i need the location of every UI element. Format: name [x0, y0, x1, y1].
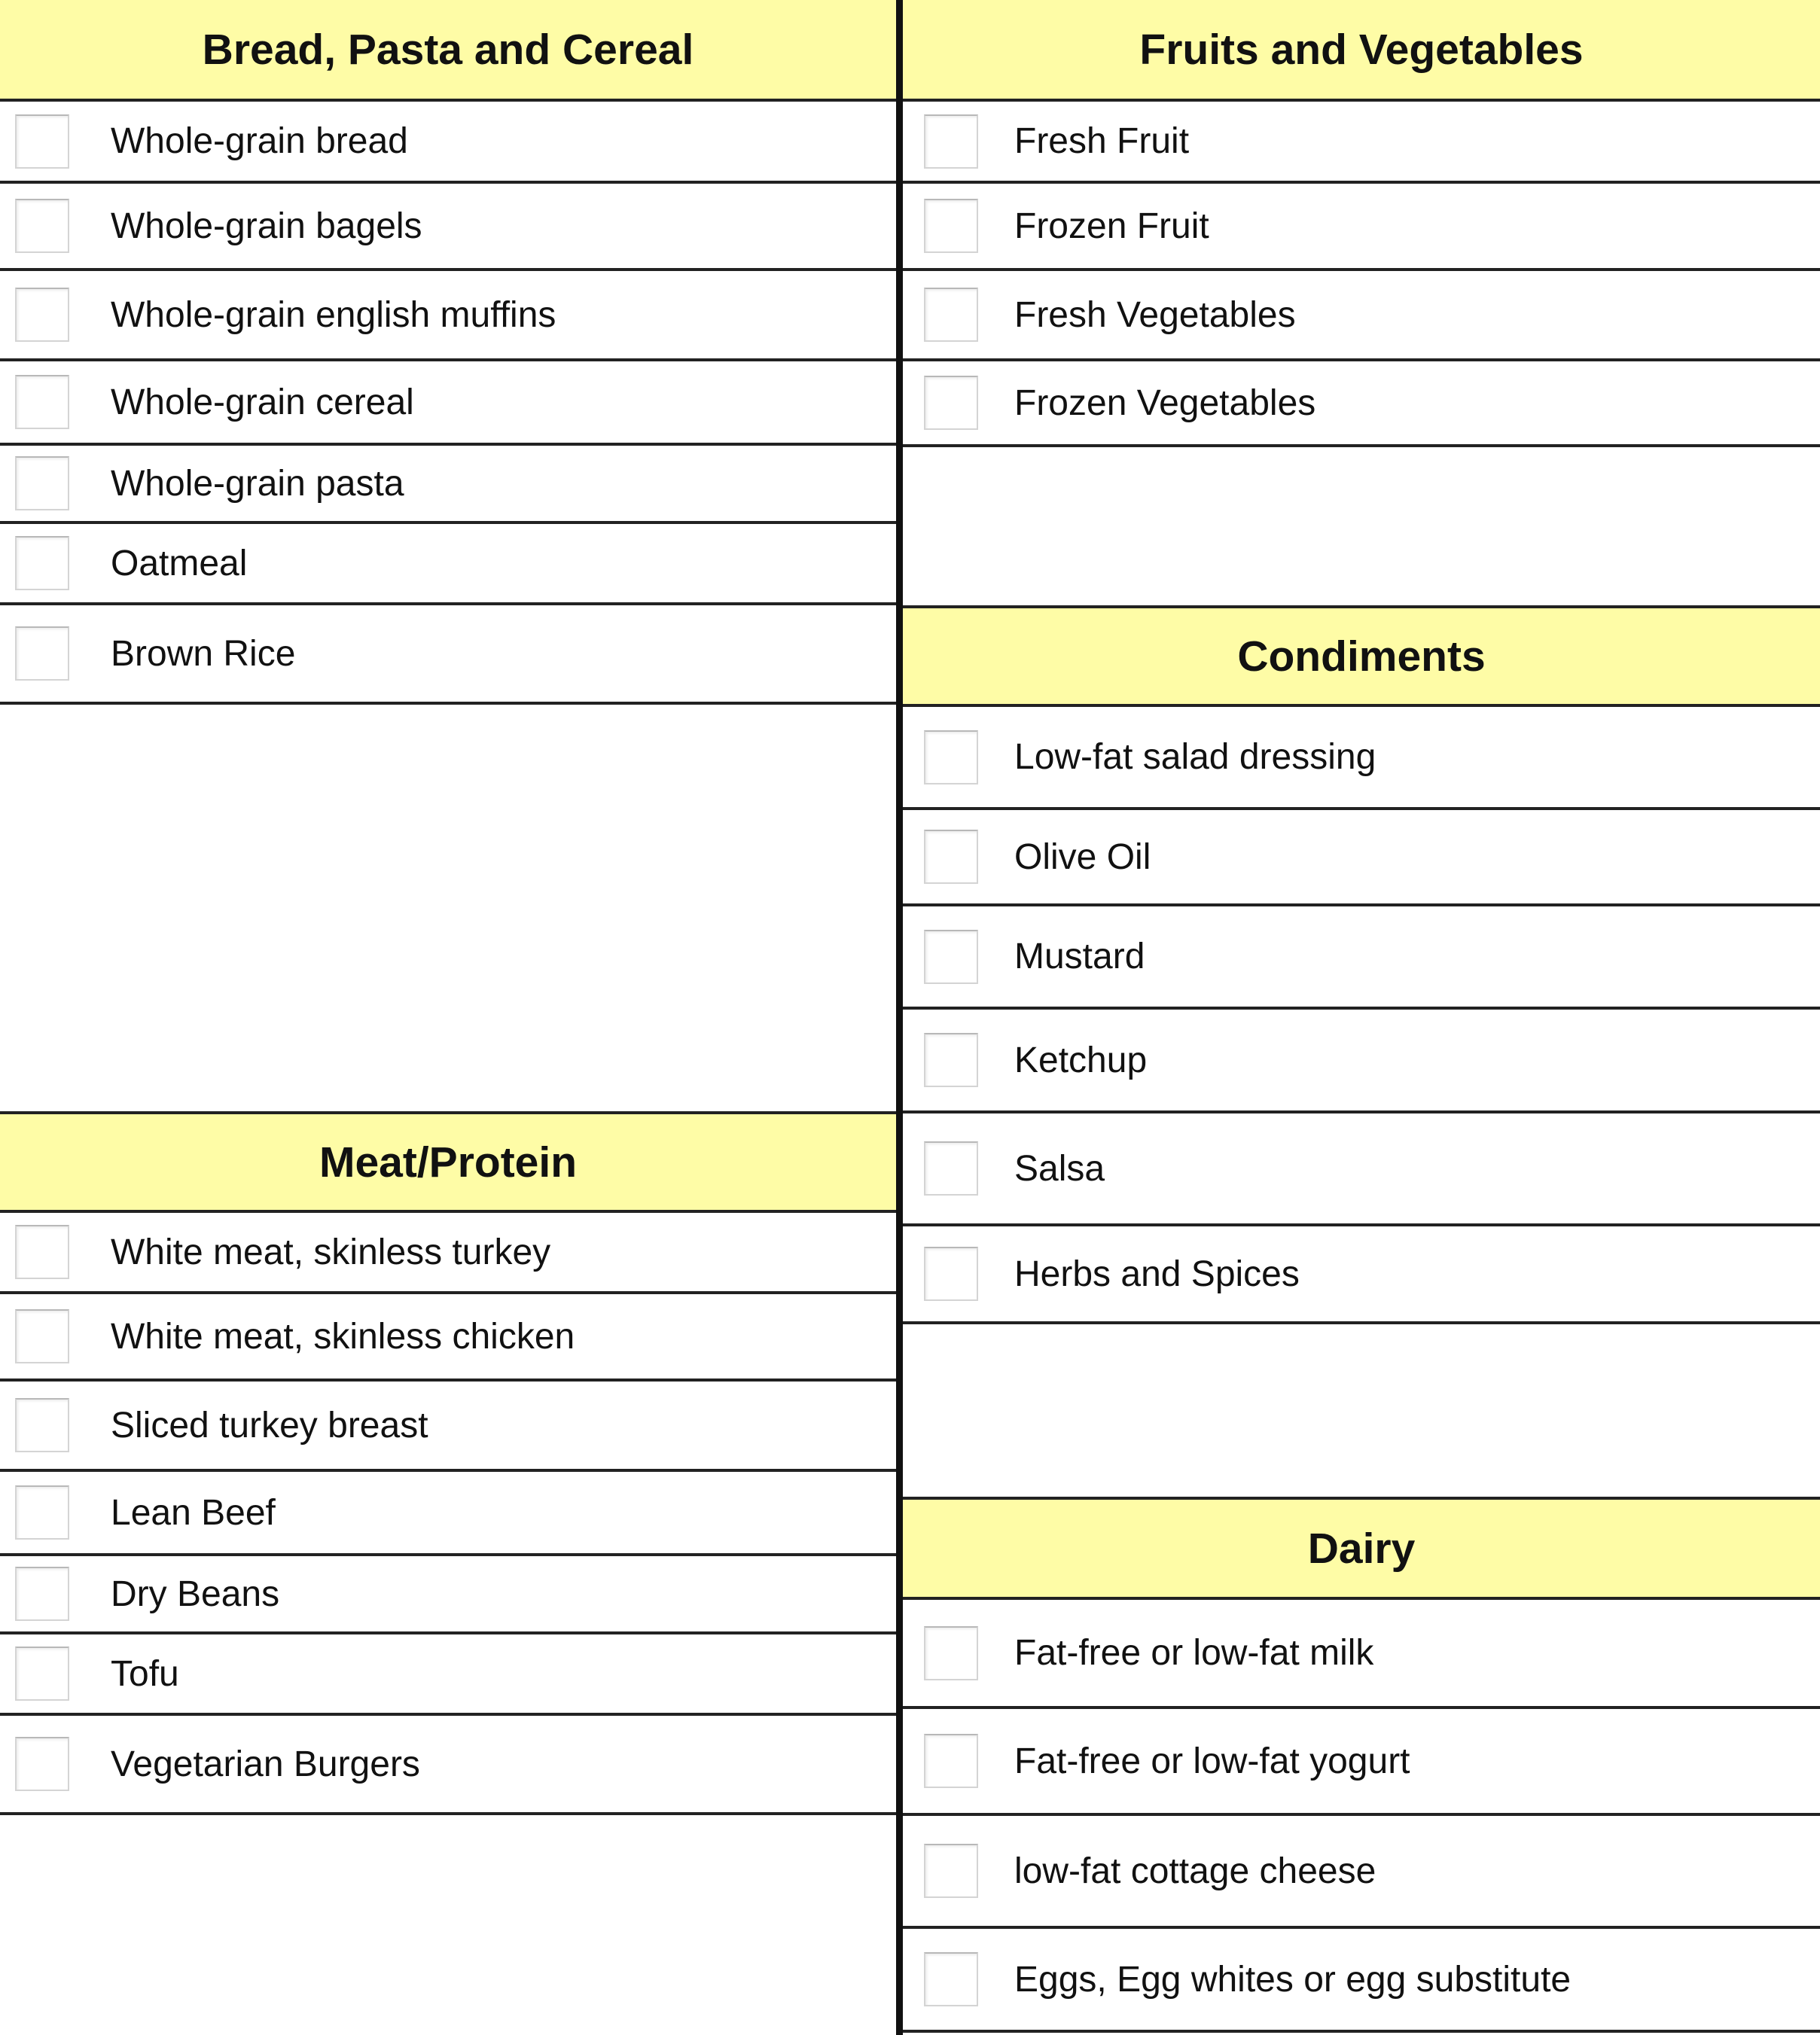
checkbox[interactable] [15, 456, 69, 510]
list-item [0, 1556, 896, 1634]
section-title-condiments: Condiments [1237, 632, 1486, 681]
item-label: Tofu [111, 1653, 179, 1694]
checkbox[interactable] [924, 930, 978, 984]
checkbox[interactable] [15, 288, 69, 342]
checkbox[interactable] [924, 1626, 978, 1680]
item-label: Eggs, Egg whites or egg substitute [1014, 1959, 1572, 2000]
list-item [0, 1472, 896, 1556]
checkbox[interactable] [924, 1033, 978, 1087]
checkbox[interactable] [15, 199, 69, 253]
list-item [903, 810, 1820, 906]
section-header-condiments [903, 605, 1820, 707]
list-item [903, 1816, 1820, 1929]
checkbox[interactable] [15, 1485, 69, 1540]
item-label: Mustard [1014, 937, 1145, 976]
item-label: Frozen Fruit [1014, 206, 1209, 246]
checkbox[interactable] [924, 114, 978, 169]
list-item [0, 361, 896, 446]
item-label: Fat-free or low-fat yogurt [1014, 1741, 1410, 1781]
list-item [0, 524, 896, 605]
item-label: Whole-grain bagels [111, 206, 422, 246]
list-item [0, 1294, 896, 1382]
checkbox[interactable] [15, 536, 69, 590]
list-item [903, 1709, 1820, 1816]
section-title-dairy: Dairy [1307, 1524, 1416, 1573]
checkbox[interactable] [924, 1247, 978, 1301]
checkbox[interactable] [15, 1309, 69, 1363]
checkbox[interactable] [924, 1141, 978, 1196]
checkbox[interactable] [15, 375, 69, 429]
item-label: Brown Rice [111, 633, 296, 674]
list-item [903, 1226, 1820, 1324]
checkbox[interactable] [15, 626, 69, 681]
list-item [903, 906, 1820, 1010]
item-label: Whole-grain english muffins [111, 294, 556, 335]
list-item [0, 1382, 896, 1472]
list-item [0, 271, 896, 361]
section-title-fruits: Fruits and Vegetables [1139, 25, 1584, 74]
list-item [903, 1600, 1820, 1709]
list-item [903, 184, 1820, 271]
list-item [903, 1929, 1820, 2033]
item-label: Fresh Vegetables [1014, 294, 1296, 335]
list-item [903, 707, 1820, 810]
section-header-fruits [903, 0, 1820, 102]
item-label: Lean Beef [111, 1492, 276, 1533]
item-label: Low-fat salad dressing [1014, 737, 1376, 777]
item-label: Dry Beans [111, 1573, 280, 1614]
checkbox[interactable] [924, 1734, 978, 1788]
item-label: Frozen Vegetables [1014, 382, 1316, 423]
checkbox[interactable] [924, 830, 978, 884]
list-item [0, 1716, 896, 1815]
list-item [0, 605, 896, 705]
checkbox[interactable] [15, 1225, 69, 1279]
item-label: Whole-grain pasta [111, 463, 404, 504]
item-label: Whole-grain cereal [111, 382, 414, 422]
item-label: White meat, skinless turkey [111, 1232, 551, 1272]
section-title-bread: Bread, Pasta and Cereal [202, 25, 694, 74]
checkbox[interactable] [15, 114, 69, 169]
list-item [903, 271, 1820, 361]
list-item [0, 1634, 896, 1716]
item-label: Ketchup [1014, 1040, 1148, 1080]
checkbox[interactable] [924, 288, 978, 342]
checkbox[interactable] [15, 1647, 69, 1701]
item-label: Fresh Fruit [1014, 121, 1190, 161]
list-item [903, 361, 1820, 447]
list-item [903, 102, 1820, 184]
list-item [903, 1113, 1820, 1226]
section-title-meat: Meat/Protein [319, 1138, 578, 1187]
section-header-meat [0, 1111, 896, 1213]
item-label: Oatmeal [111, 543, 248, 583]
item-label: Vegetarian Burgers [111, 1744, 420, 1784]
list-item [903, 1010, 1820, 1113]
item-label: Olive Oil [1014, 836, 1151, 877]
checkbox[interactable] [924, 1844, 978, 1898]
checkbox[interactable] [924, 1952, 978, 2006]
checkbox[interactable] [924, 199, 978, 253]
item-label: Fat-free or low-fat milk [1014, 1633, 1374, 1673]
checkbox[interactable] [924, 376, 978, 430]
list-item [0, 1213, 896, 1294]
item-label: low-fat cottage cheese [1014, 1851, 1376, 1891]
checkbox[interactable] [15, 1567, 69, 1621]
item-label: White meat, skinless chicken [111, 1316, 575, 1357]
list-item [0, 102, 896, 184]
item-label: Sliced turkey breast [111, 1405, 428, 1446]
checkbox[interactable] [15, 1398, 69, 1452]
list-item [0, 184, 896, 271]
list-item [0, 446, 896, 524]
column-divider [896, 0, 903, 2035]
checkbox[interactable] [924, 730, 978, 784]
item-label: Salsa [1014, 1148, 1105, 1189]
item-label: Whole-grain bread [111, 121, 408, 161]
checkbox[interactable] [15, 1737, 69, 1791]
item-label: Herbs and Spices [1014, 1254, 1300, 1294]
section-header-bread [0, 0, 896, 102]
section-header-dairy [903, 1497, 1820, 1600]
